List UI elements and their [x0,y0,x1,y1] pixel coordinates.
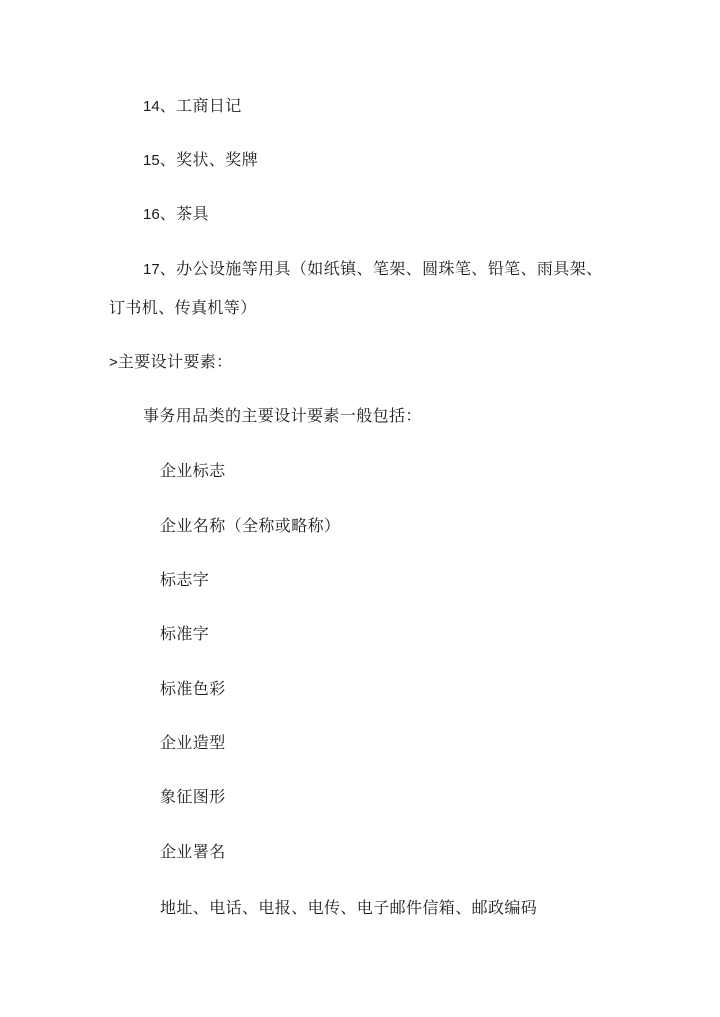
list-item-number: 17 [143,261,160,278]
element-item: 标准色彩 [160,679,226,698]
element-item: 企业造型 [160,733,226,752]
element-item: 标准字 [160,624,210,643]
section-heading [109,351,233,374]
list-item-text: 、办公设施等用具（如纸镇、笔架、圆珠笔、铅笔、雨具架、 [159,259,603,278]
intro-paragraph: 事务用品类的主要设计要素一般包括： [143,406,422,425]
list-item-text: 、茶具 [159,204,209,223]
list-item-17-continuation: 订书机、传真机等） [109,298,257,317]
list-item-number: 16 [143,206,160,223]
element-item: 地址、电话、电报、电传、电子邮件信箱、邮政编码 [160,898,538,917]
list-item-text: 、奖状、奖牌 [159,150,259,169]
list-item-text: 、工商日记 [159,96,242,115]
element-item: 企业标志 [160,461,226,480]
list-item-14 [143,95,242,118]
heading-text: 主要设计要素： [117,352,233,371]
heading-marker: > [109,354,118,371]
element-item: 企业署名 [160,842,226,861]
element-item: 企业名称（全称或略称） [160,516,341,535]
element-item: 标志字 [160,570,210,589]
list-item-17 [143,258,603,281]
list-item-15 [143,149,258,172]
list-item-number: 14 [143,98,160,115]
list-item-16 [143,203,209,226]
element-item: 象征图形 [160,787,226,806]
list-item-number: 15 [143,152,160,169]
